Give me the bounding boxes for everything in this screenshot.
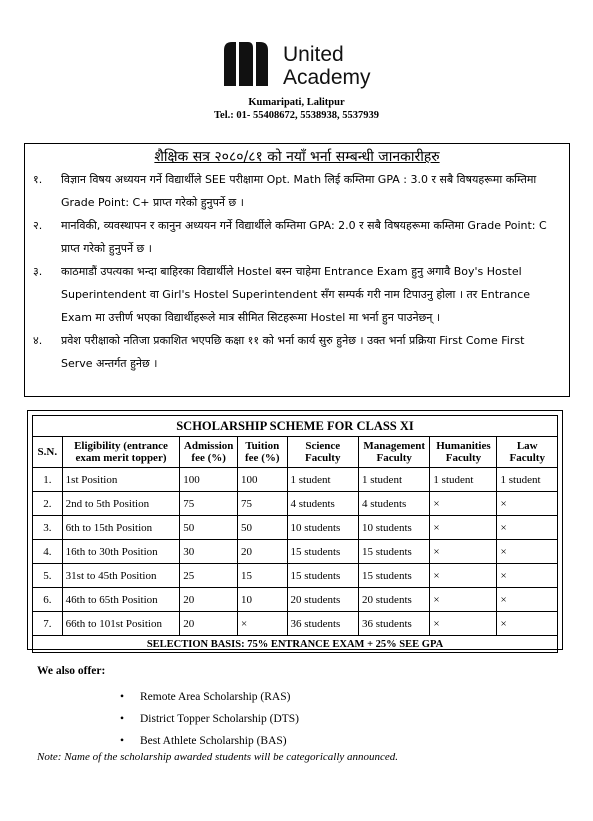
- address: Kumaripati, Lalitpur: [248, 97, 345, 108]
- scholarship-table-body: [33, 468, 558, 636]
- table-row: [33, 492, 558, 516]
- table-cell: ×: [497, 492, 558, 516]
- table-row: [33, 564, 558, 588]
- table-cell: ×: [430, 516, 497, 540]
- table-cell: 30: [180, 540, 238, 564]
- offer-item: • Best Athlete Scholarship (BAS): [120, 730, 299, 752]
- table-cell: 7.: [33, 612, 63, 636]
- table-cell: 1 student: [358, 468, 429, 492]
- notice-item-number: ३.: [33, 265, 43, 278]
- table-cell: 20: [180, 612, 238, 636]
- table-cell: 50: [180, 516, 238, 540]
- table-cell: 4 students: [287, 492, 358, 516]
- notice-item-text: विज्ञान विषय अध्ययन गर्ने विद्यार्थीले SEE परीक्षामा Opt. Math लिई कम्तिमा GPA : 3.0 र सबै विषयहरूमा कम्तिमा Grade Point: C+ प्राप्त गरेको हुनुपर्ने छ ।: [61, 173, 537, 209]
- table-cell: 46th to 65th Position: [62, 588, 180, 612]
- table-cell: 15 students: [287, 540, 358, 564]
- notice-item-text: मानविकी, व्यवस्थापन र कानुन अध्ययन गर्ने विद्यार्थीले कम्तिमा GPA: 2.0 र सबै विषयहरूमा कम्तिमा Grade Point: C प्राप्त गरेको हुनुपर्ने छ ।: [61, 219, 547, 255]
- notice-item: [33, 168, 557, 214]
- academy-name-line2: Academy: [283, 66, 371, 89]
- table-cell: 15: [238, 564, 287, 588]
- table-cell: 3.: [33, 516, 63, 540]
- table-row: [33, 516, 558, 540]
- table-cell: ×: [497, 588, 558, 612]
- scholarship-title: SCHOLARSHIP SCHEME FOR CLASS XI: [33, 416, 558, 437]
- col-header-eligibility: Eligibility (entrance exam merit topper): [62, 437, 180, 468]
- table-cell: ×: [430, 588, 497, 612]
- offer-item: • District Topper Scholarship (DTS): [120, 708, 299, 730]
- admission-notice-box: [24, 143, 570, 397]
- note: Note: Name of the scholarship awarded students will be categorically announced.: [37, 751, 399, 763]
- table-cell: 1st Position: [62, 468, 180, 492]
- col-header-law: Law Faculty: [497, 437, 558, 468]
- table-cell: 4.: [33, 540, 63, 564]
- table-row: [33, 612, 558, 636]
- table-cell: ×: [497, 516, 558, 540]
- table-cell: 10 students: [358, 516, 429, 540]
- selection-basis: SELECTION BASIS: 75% ENTRANCE EXAM + 25% SEE GPA: [33, 636, 558, 653]
- col-header-management: Management Faculty: [358, 437, 429, 468]
- offer-heading: We also offer:: [37, 665, 106, 677]
- table-cell: 100: [180, 468, 238, 492]
- table-cell: 75: [238, 492, 287, 516]
- notice-item-number: १.: [33, 173, 43, 186]
- table-cell: 2.: [33, 492, 63, 516]
- notice-list: [25, 168, 569, 375]
- table-cell: 2nd to 5th Position: [62, 492, 180, 516]
- table-cell: 100: [238, 468, 287, 492]
- table-row: [33, 468, 558, 492]
- table-cell: 10: [238, 588, 287, 612]
- notice-item-text: प्रवेश परीक्षाको नतिजा प्रकाशित भएपछि कक्षा ११ को भर्ना कार्य सुरु हुनेछ । उक्त भर्ना प्रक्रिया First Come First Serve अन्तर्गत हुनेछ ।: [61, 334, 525, 370]
- table-cell: ×: [430, 612, 497, 636]
- notice-item-text: काठमाडौं उपत्यका भन्दा बाहिरका विद्यार्थीले Hostel बस्न चाहेमा Entrance Exam हुनु अगावै Boy's Hostel Superintendent वा Girl's Hostel Superintendent सँग सम्पर्क गरी नाम टिपाउनु होला । तर Entrance Exam मा उत्तीर्ण भएका विद्यार्थीहरूले मात्र सीमित सिटहरूमा Hostel मा भर्ना हुन पाउनेछन् ।: [61, 265, 531, 324]
- table-cell: 50: [238, 516, 287, 540]
- col-header-tuition: Tuition fee (%): [238, 437, 287, 468]
- table-cell: 25: [180, 564, 238, 588]
- table-cell: ×: [430, 540, 497, 564]
- notice-item: [33, 329, 557, 375]
- table-cell: 36 students: [287, 612, 358, 636]
- telephone: Tel.: 01- 55408672, 5538938, 5537939: [214, 110, 379, 121]
- table-cell: 16th to 30th Position: [62, 540, 180, 564]
- table-row: [33, 540, 558, 564]
- notice-item-number: २.: [33, 219, 43, 232]
- table-cell: 36 students: [358, 612, 429, 636]
- table-cell: 10 students: [287, 516, 358, 540]
- col-header-science: Science Faculty: [287, 437, 358, 468]
- table-cell: 66th to 101st Position: [62, 612, 180, 636]
- table-cell: 15 students: [358, 564, 429, 588]
- notice-item: [33, 260, 557, 329]
- table-cell: 20 students: [358, 588, 429, 612]
- table-cell: 20: [180, 588, 238, 612]
- table-cell: 4 students: [358, 492, 429, 516]
- table-cell: 20 students: [287, 588, 358, 612]
- scholarship-table-box: [27, 410, 563, 650]
- table-cell: 6th to 15th Position: [62, 516, 180, 540]
- table-cell: 15 students: [287, 564, 358, 588]
- table-cell: 15 students: [358, 540, 429, 564]
- scholarship-table: [32, 415, 558, 653]
- table-cell: 1 student: [497, 468, 558, 492]
- table-header-row: [33, 437, 558, 468]
- table-row: [33, 588, 558, 612]
- table-cell: ×: [430, 564, 497, 588]
- offer-list: [120, 686, 299, 752]
- table-cell: ×: [497, 564, 558, 588]
- table-cell: 5.: [33, 564, 63, 588]
- notice-title: शैक्षिक सत्र २०८०/८१ को नयाँ भर्ना सम्बन्धी जानकारीहरु: [154, 149, 440, 165]
- table-cell: ×: [430, 492, 497, 516]
- table-cell: ×: [497, 612, 558, 636]
- offer-item: • Remote Area Scholarship (RAS): [120, 686, 299, 708]
- table-cell: 6.: [33, 588, 63, 612]
- table-cell: 1.: [33, 468, 63, 492]
- table-cell: ×: [497, 540, 558, 564]
- notice-item: [33, 214, 557, 260]
- table-cell: 75: [180, 492, 238, 516]
- table-cell: ×: [238, 612, 287, 636]
- notice-item-number: ४.: [33, 334, 43, 347]
- academy-name: [283, 43, 371, 89]
- table-cell: 1 student: [430, 468, 497, 492]
- academy-name-line1: United: [283, 43, 344, 66]
- table-cell: 31st to 45th Position: [62, 564, 180, 588]
- col-header-humanities: Humanities Faculty: [430, 437, 497, 468]
- col-header-admission: Admission fee (%): [180, 437, 238, 468]
- table-cell: 20: [238, 540, 287, 564]
- united-academy-logo-icon: [222, 40, 270, 88]
- col-header-sn: S.N.: [33, 437, 63, 468]
- table-cell: 1 student: [287, 468, 358, 492]
